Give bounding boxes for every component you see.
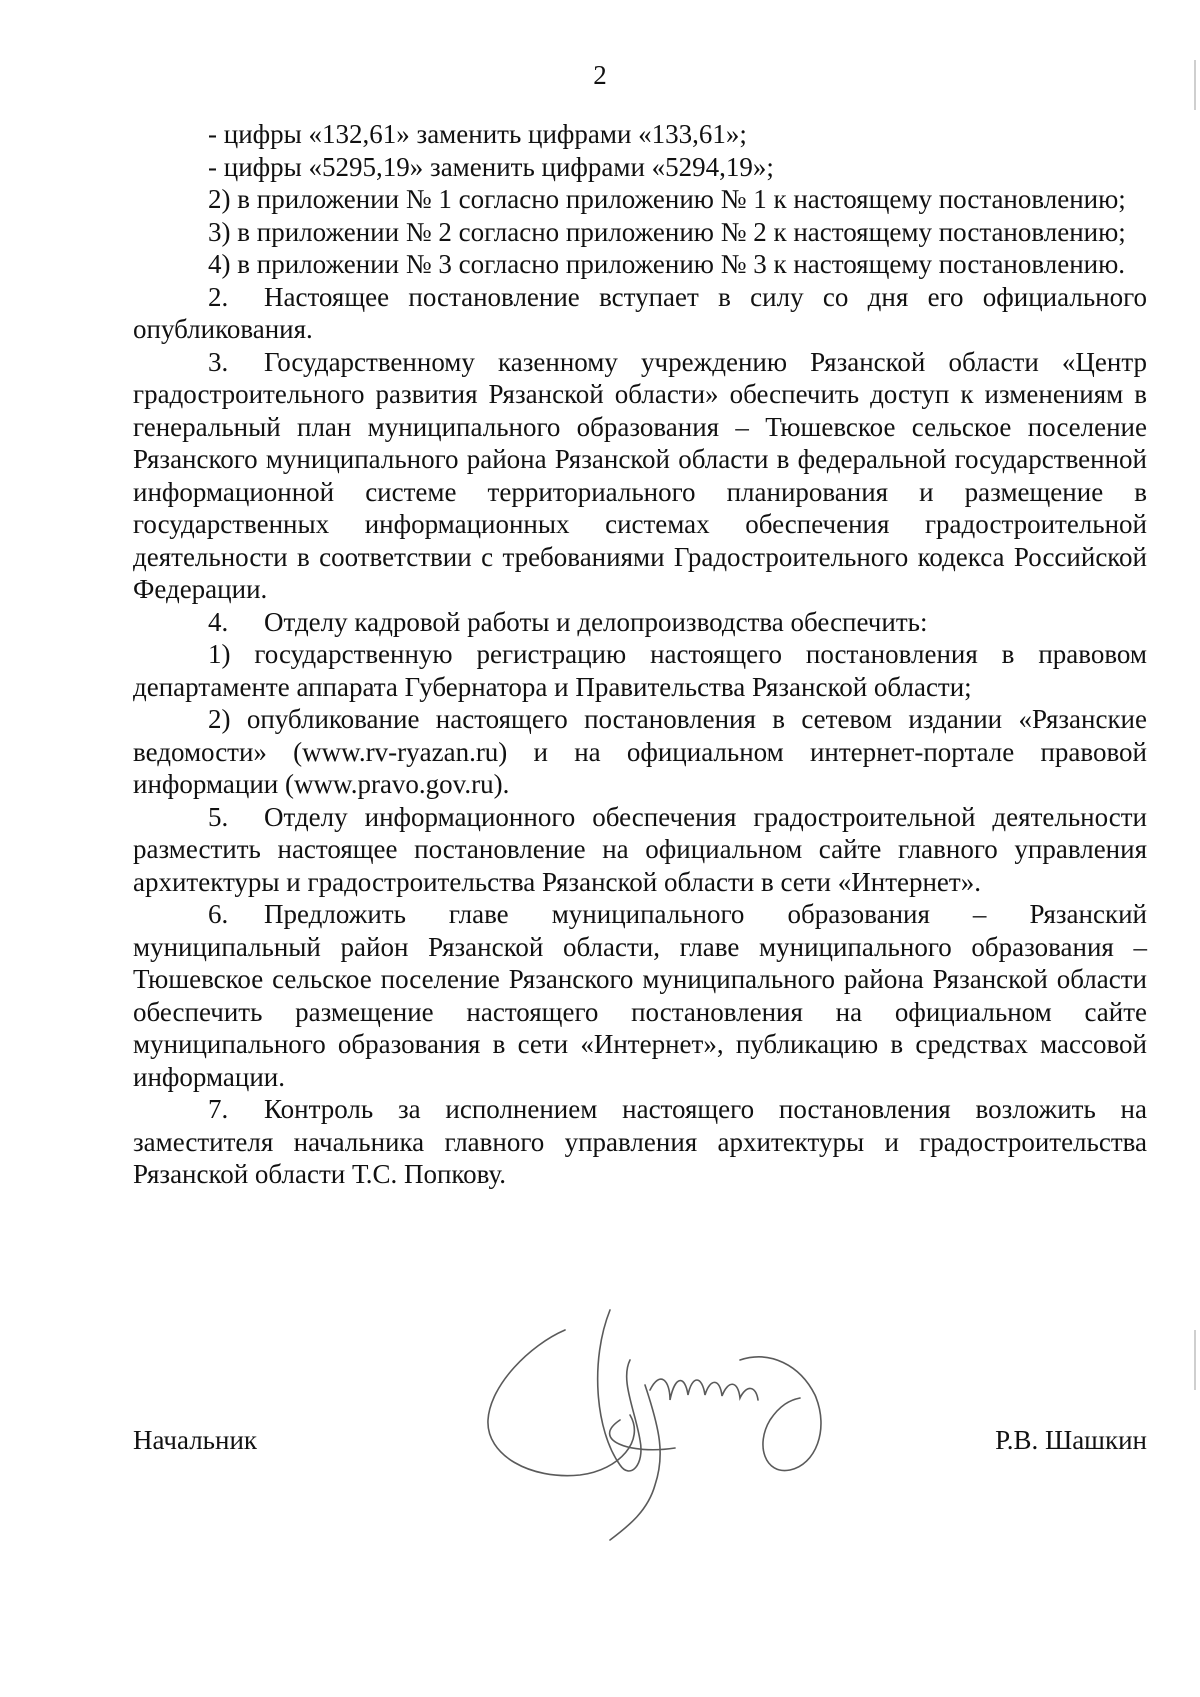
paragraph-12-number: 6. (208, 899, 229, 929)
paragraph-8-number: 4. (208, 606, 229, 637)
paragraph-7-text: Государственному казенному учреждению Рязанской области «Центр градостроительного развития Рязанской области» обеспечить доступ к изменениям в генеральный план муниципального образования – Тюшевское сельское поселение Рязанского муниципального района Рязанской области в федеральной государственной информационной системе территориального планирования и размещение в государственных информационных системах обеспечения градостроительной деятельности в соответствии с требованиями Градостроительного кодекса Российской Федерации. (133, 346, 1147, 604)
paragraph-3 (133, 183, 1147, 216)
paragraph-5-text: 4) в приложении № 3 согласно приложению № 3 к настоящему постановлению. (208, 249, 1126, 279)
paragraph-6 (133, 281, 1147, 346)
signatory-title: Начальник (133, 1425, 258, 1455)
paragraph-8 (133, 606, 1147, 639)
paragraph-11-number: 5. (208, 801, 229, 832)
paragraph-12 (133, 898, 1147, 1093)
paragraph-6-number: 2. (208, 281, 229, 312)
handwritten-signature (470, 1290, 860, 1550)
paragraph-7-number: 3. (208, 346, 229, 377)
paragraph-10-text: 2) опубликование настоящего постановления в сетевом издании «Рязанские ведомости» (www.rv-ryazan.ru) и на официальном интернет-портале правовой информации (www.pravo.gov.ru). (133, 704, 1147, 799)
paragraph-1 (133, 118, 1147, 151)
paragraph-9-text: 1) государственную регистрацию настоящего постановления в правовом департаменте аппарата Губернатора и Правительства Рязанской области; (133, 639, 1147, 702)
paragraph-11-text: Отделу информационного обеспечения градостроительной деятельности разместить настоящее постановление на официальном сайте главного управления архитектуры и градостроительства Рязанской области в сети «Интернет». (133, 801, 1147, 897)
signature-block (133, 1425, 1147, 1465)
paragraph-13-number: 7. (208, 1094, 229, 1124)
paragraph-10 (133, 703, 1147, 801)
scan-edge-mark (1194, 60, 1196, 110)
paragraph-4-text: 3) в приложении № 2 согласно приложению № 2 к настоящему постановлению; (208, 216, 1126, 247)
paragraph-4 (133, 216, 1147, 249)
paragraph-8-text: Отделу кадровой работы и делопроизводства обеспечить: (264, 606, 928, 637)
paragraph-9 (133, 638, 1147, 703)
paragraph-1-text: - цифры «132,61» заменить цифрами «133,61»; (208, 119, 747, 149)
paragraph-6-text: Настоящее постановление вступает в силу со дня его официального опубликования. (133, 281, 1147, 344)
paragraph-7 (133, 346, 1147, 606)
paragraph-12-text: Предложить главе муниципального образования – Рязанский муниципальный район Рязанской области, главе муниципального образования – Тюшевское сельское поселение Рязанского муниципального района Рязанской области обеспечить размещение настоящего постановления на официальном сайте муниципального образования в сети «Интернет», публикацию в средствах массовой информации. (133, 899, 1147, 1092)
scan-edge-mark (1194, 1330, 1196, 1390)
paragraph-13-text: Контроль за исполнением настоящего постановления возложить на заместителя начальника главного управления архитектуры и градостроительства Рязанской области Т.С. Попкову. (133, 1094, 1147, 1189)
paragraph-5 (133, 248, 1147, 281)
signatory-name: Р.В. Шашкин (995, 1425, 1147, 1455)
paragraph-2-text: - цифры «5295,19» заменить цифрами «5294,19»; (208, 151, 774, 182)
page-number: 2 (593, 60, 607, 90)
paragraph-3-text: 2) в приложении № 1 согласно приложению № 1 к настоящему постановлению; (208, 184, 1126, 214)
paragraph-2 (133, 151, 1147, 184)
document-body (133, 118, 1147, 1191)
paragraph-11 (133, 801, 1147, 899)
paragraph-13 (133, 1093, 1147, 1191)
